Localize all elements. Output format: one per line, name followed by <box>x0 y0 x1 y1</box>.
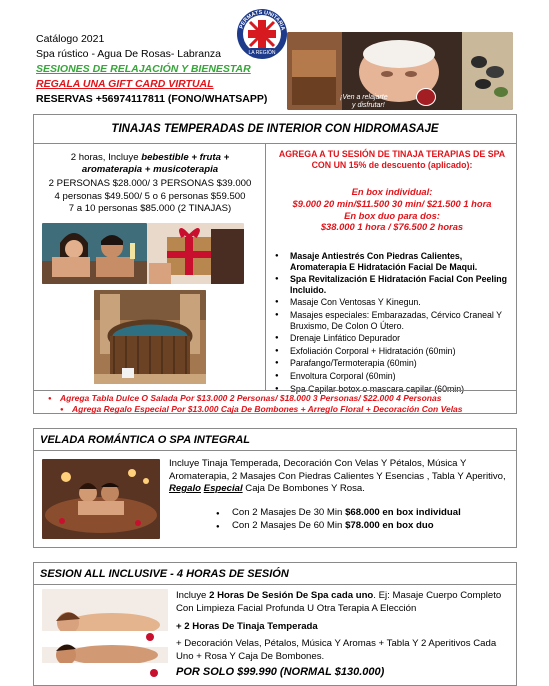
all-inclusive-title: SESION ALL INCLUSIVE - 4 HORAS DE SESIÓN <box>40 568 289 580</box>
list-item: ● Parafango/Termoterapia (60min) <box>270 358 516 369</box>
extra-item: ● Agrega Regalo Especial Por $13.000 Caja De Bombones + Arreglo Floral + Decoración Con Velas <box>60 404 463 415</box>
tinajas-section <box>33 114 517 414</box>
all-inclusive-title-row <box>34 563 516 585</box>
price-line: POR SOLO $99.990 (NORMAL $130.000) <box>176 666 385 678</box>
list-item: ● Exfoliación Corporal + Hidratación (60min) <box>270 346 516 357</box>
couple-tinaja-photo <box>42 223 147 284</box>
header-info <box>36 32 267 107</box>
spa-facial-photo <box>287 32 513 110</box>
list-item: ● Masaje Con Ventosas Y Kinegun. <box>270 297 516 308</box>
tinajas-extras <box>34 390 516 415</box>
box-prices: En box individual: $9.000 20 min/$11.500 30 min/ $21.500 1 hora En box duo para dos: $38.000 1 hora / $76.500 2 horas <box>292 186 492 233</box>
rose-seal-icon <box>416 88 436 106</box>
all-inclusive-section <box>33 562 517 686</box>
extra-item: ● Agrega Tabla Dulce O Salada Por $13.000 2 Personas/ $18.000 3 Personas/ $22.000 4 Personas <box>48 393 463 404</box>
list-item: ● Masaje Antiestrés Con Piedras Calientes, Aromaterapia E Hidratación Facial De Maqui. <box>270 251 516 272</box>
list-item: ● Con 2 Masajes De 60 Min $78.000 en box duo <box>216 519 506 532</box>
brand-logo-icon <box>236 8 288 60</box>
tinaja-line: + 2 Horas De Tinaja Temperada <box>176 621 318 632</box>
list-item: ● Envoltura Corporal (60min) <box>270 371 516 382</box>
catalog-year: Catálogo 2021 <box>36 33 105 45</box>
photo-caption: ¡Ven a relajarte y disfrutar! <box>340 94 388 109</box>
massage-photo <box>42 589 168 681</box>
svg-text:PERMATS UNITARIA: PERMATS UNITARIA <box>238 9 286 32</box>
tinajas-left-column <box>34 144 266 390</box>
tinajas-title-row <box>34 115 516 144</box>
tinajas-prices: 2 PERSONAS $28.000/ 3 PERSONAS $39.000 4 personas $49.500/ 5 o 6 personas $59.500 7 a 10 personas $85.000 (2 TINAJAS) <box>48 178 252 214</box>
list-item: ● Con 2 Masajes De 30 Min $68.000 en box individual <box>216 506 506 519</box>
svg-text:LA REGIÓN: LA REGIÓN <box>248 50 276 56</box>
spa-subtitle: Spa rústico - Agua De Rosas- Labranza <box>36 48 222 60</box>
velada-title: VELADA ROMÁNTICA O SPA INTEGRAL <box>40 434 251 446</box>
hot-tub-photo <box>94 290 206 384</box>
reservations-phone: RESERVAS +56974117811 (FONO/WHATSAPP) <box>36 93 268 105</box>
tinajas-title: TINAJAS TEMPERADAS DE INTERIOR CON HIDROMASAJE <box>111 123 439 135</box>
addon-title: AGREGA A TU SESIÓN DE TINAJA TERAPIAS DE SPA CON UN 15% de descuento (aplicado): <box>278 149 506 170</box>
velada-description: Incluye Tinaja Temperada, Decoración Con Velas Y Pétalos, Música Y Aromaterapia, 2 Masajes Con Piedras Calientes Y Esencias , Tabla Y Aperitivo, Regalo Especial Caja De Bombones Y Rosa. <box>169 458 506 494</box>
sessions-heading: SESIONES DE RELAJACIÓN Y BIENESTAR <box>36 63 251 75</box>
all-inclusive-includes: Incluye 2 Horas De Sesión De Spa cada uno. Ej: Masaje Cuerpo Completo Con Limpieza Facial Profunda U Otra Terapia A Elección <box>176 590 502 614</box>
list-item: ● Masajes especiales: Embarazadas, Cérvico Craneal Y Bruxismo, De Colon O Útero. <box>270 310 516 331</box>
tinajas-addon-column <box>266 144 518 394</box>
velada-options <box>216 506 506 532</box>
romantic-couple-photo <box>42 459 160 539</box>
gift-box-photo <box>147 223 244 284</box>
tinajas-includes: 2 horas, Incluye bebestible + fruta + aromaterapia + musicoterapia <box>70 152 230 175</box>
list-item: ● Drenaje Linfático Depurador <box>270 333 516 344</box>
treatments-list <box>270 251 516 396</box>
velada-section <box>33 428 517 548</box>
gift-card-heading: REGALA UNA GIFT CARD VIRTUAL <box>36 78 214 90</box>
list-item: ● Spa Revitalización E Hidratación Facial Con Peeling Incluido. <box>270 274 516 295</box>
decor-line: + Decoración Velas, Pétalos, Música Y Aromas + Tabla Y 2 Aperitivos Cada Uno + Rosa Y Caja De Bombones. <box>176 638 497 662</box>
list-item: ● Spa Capilar botox o mascara capilar (60min) <box>270 384 516 395</box>
velada-title-row <box>34 429 516 451</box>
